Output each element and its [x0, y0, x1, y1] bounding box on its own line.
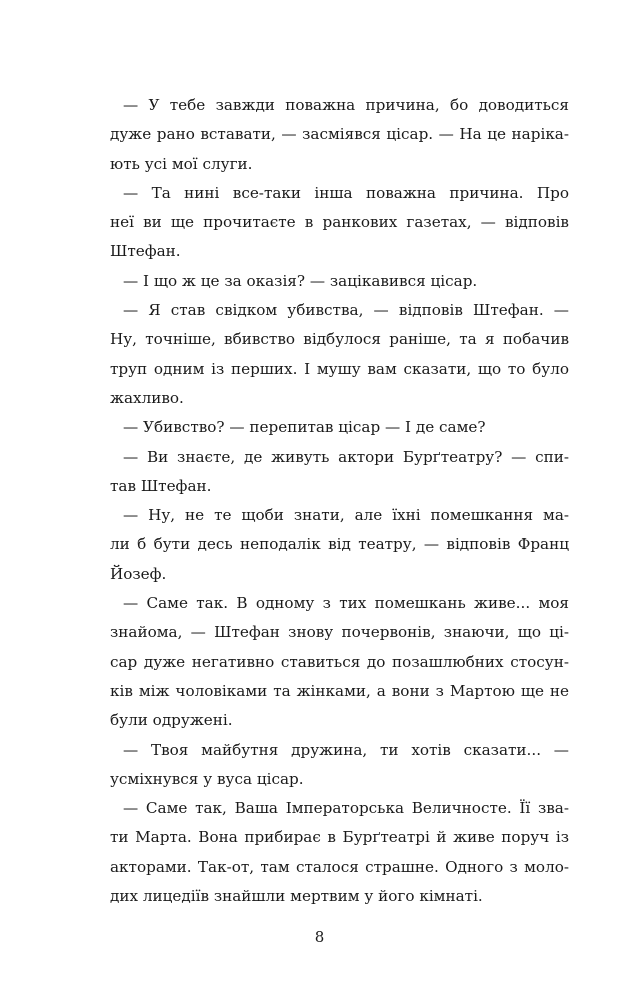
text-line: ти Марта. Вона прибирає в Бурґтеатрі й живе поруч із: [110, 828, 569, 847]
paragraph: [110, 413, 569, 442]
text-line: — У тебе завжди поважна причина, бо доводиться: [123, 96, 569, 114]
text-line: — Ви знаєте, де живуть актори Бурґтеатру? — спи-: [123, 447, 569, 466]
paragraph: [110, 91, 569, 179]
paragraph: [110, 736, 569, 795]
text-line: дуже рано вставати, — засміявся цісар. — На це наріка-: [110, 125, 569, 144]
paragraph: [110, 501, 569, 589]
text-line: ків між чоловіками та жінками, а вони з Мартою ще не: [110, 681, 569, 700]
text-line: були одружені.: [110, 711, 233, 730]
paragraph: [110, 443, 569, 502]
page-body: [110, 91, 569, 911]
text-line: — Я став свідком убивства, — відповів Штефан. —: [123, 301, 569, 320]
page-number: 8: [314, 928, 325, 946]
text-line: тав Штефан.: [110, 476, 212, 495]
text-line: — Твоя майбутня дружина, ти хотів сказати... —: [123, 740, 569, 759]
text-line: ли б бути десь неподалік від театру, — відповів Франц: [110, 535, 569, 554]
paragraph: [110, 794, 569, 911]
paragraph: [110, 589, 569, 735]
text-line: — Убивство? — перепитав цісар — І де саме?: [123, 418, 486, 437]
text-line: неї ви ще прочитаєте в ранкових газетах, — відповів: [110, 213, 569, 232]
text-line: — І що ж це за оказія? — зацікавився цісар.: [123, 271, 478, 290]
text-line: акторами. Так-от, там сталося страшне. Одного з моло-: [110, 857, 569, 876]
text-line: сар дуже негативно ставиться до позашлюбних стосун-: [110, 652, 569, 671]
text-line: ють усі мої слуги.: [110, 154, 253, 173]
text-line: Штефан.: [110, 242, 181, 261]
text-line: — Саме так, Ваша Імператорська Величносте. Її зва-: [123, 799, 569, 818]
paragraph: [110, 179, 569, 267]
text-line: — Саме так. В одному з тих помешкань живе... моя: [123, 594, 569, 613]
text-line: — Ну, не те щоби знати, але їхні помешкання ма-: [123, 506, 569, 525]
paragraph: [110, 267, 569, 296]
text-line: жахливо.: [110, 388, 184, 407]
text-line: Ну, точніше, вбивство відбулося раніше, та я побачив: [110, 330, 569, 349]
text-line: — Та нині все-таки інша поважна причина. Про: [123, 183, 569, 202]
text-line: знайома, — Штефан знову почервонів, знаючи, що ці-: [110, 623, 569, 642]
paragraph: [110, 296, 569, 413]
text-line: усміхнувся у вуса цісар.: [110, 769, 304, 788]
text-line: труп одним із перших. І мушу вам сказати, що то було: [110, 359, 569, 378]
text-line: Йозеф.: [110, 564, 167, 583]
text-line: дих лицедіїв знайшли мертвим у його кімнаті.: [110, 887, 483, 906]
